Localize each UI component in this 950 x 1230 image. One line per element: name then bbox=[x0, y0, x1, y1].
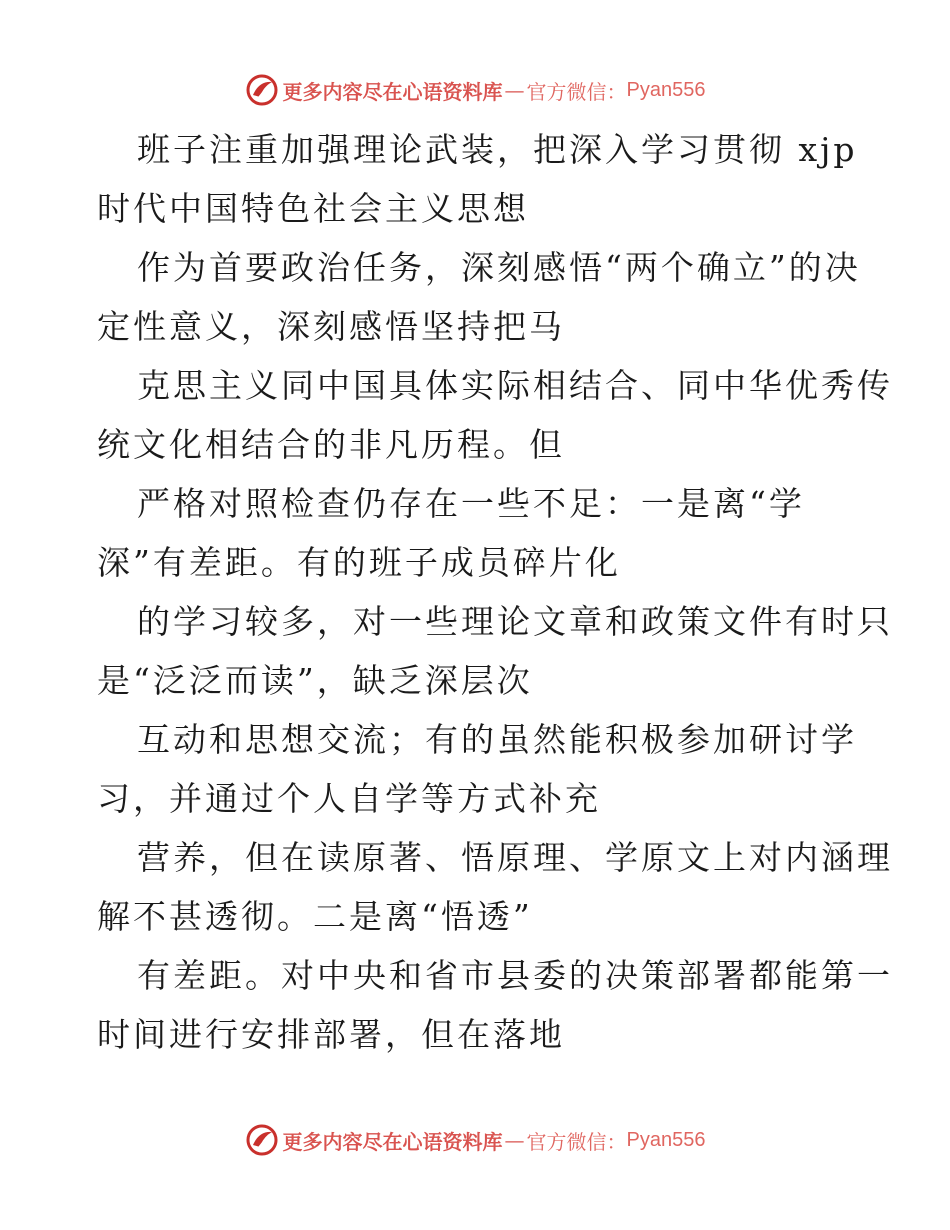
wechat-account: Pyan556 bbox=[626, 78, 706, 101]
paragraph bbox=[97, 120, 857, 238]
paragraph-line: 解不甚透彻。二是离“悟透” bbox=[97, 897, 533, 936]
paragraph-line: 班子注重加强理论武装，把深入学习贯彻 xjp bbox=[137, 130, 858, 169]
paragraph bbox=[97, 828, 893, 946]
paragraph-line: 有差距。对中央和省市县委的决策部署都能第一 bbox=[137, 956, 893, 995]
header-banner bbox=[0, 70, 950, 110]
banner-dash: — bbox=[504, 78, 525, 102]
paragraph-line: 的学习较多，对一些理论文章和政策文件有时只 bbox=[137, 602, 893, 641]
footer-banner bbox=[0, 1120, 950, 1160]
logo-icon bbox=[245, 73, 279, 107]
paragraph-line: 营养，但在读原著、悟原理、学原文上对内涵理 bbox=[137, 838, 893, 877]
wechat-label: 官方微信： bbox=[526, 79, 627, 104]
paragraph bbox=[97, 592, 893, 710]
banner-text: 更多内容尽在心语资料库 bbox=[282, 1129, 503, 1154]
paragraph-line: 时代中国特色社会主义思想 bbox=[97, 189, 529, 228]
banner-text: 更多内容尽在心语资料库 bbox=[282, 79, 503, 104]
paragraph-line: 时间进行安排部署，但在落地 bbox=[97, 1015, 565, 1054]
paragraph-line: 统文化相结合的非凡历程。但 bbox=[97, 425, 565, 464]
paragraph-line: 克思主义同中国具体实际相结合、同中华优秀传 bbox=[137, 366, 893, 405]
paragraph-line: 习，并通过个人自学等方式补充 bbox=[97, 779, 601, 818]
banner-dash: — bbox=[504, 1128, 525, 1152]
wechat-account: Pyan556 bbox=[626, 1128, 706, 1151]
paragraph bbox=[97, 946, 893, 1064]
paragraph bbox=[97, 238, 861, 356]
paragraph-line: 作为首要政治任务，深刻感悟“两个确立”的决 bbox=[137, 248, 861, 287]
paragraph bbox=[97, 710, 857, 828]
logo-icon bbox=[245, 1123, 279, 1157]
paragraph-line: 互动和思想交流；有的虽然能积极参加研讨学 bbox=[137, 720, 857, 759]
paragraph bbox=[97, 356, 893, 474]
paragraph bbox=[97, 474, 857, 592]
paragraph-line: 严格对照检查仍存在一些不足：一是离“学 bbox=[137, 484, 805, 523]
document-body bbox=[97, 120, 893, 1064]
wechat-label: 官方微信： bbox=[526, 1129, 627, 1154]
paragraph-line: 定性意义，深刻感悟坚持把马 bbox=[97, 307, 565, 346]
paragraph-line: 深”有差距。有的班子成员碎片化 bbox=[97, 543, 621, 582]
paragraph-line: 是“泛泛而读”，缺乏深层次 bbox=[97, 661, 533, 700]
